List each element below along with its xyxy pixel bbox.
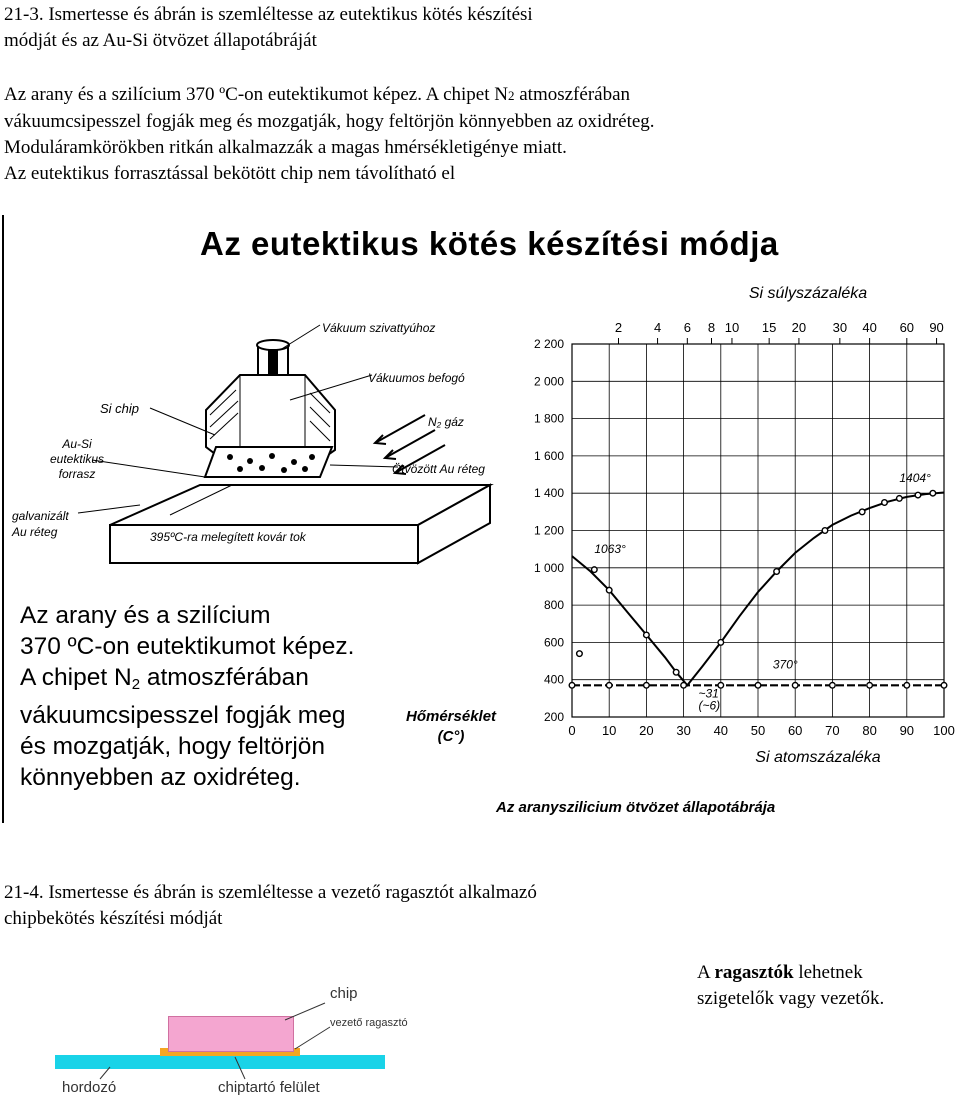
data-point [644, 682, 650, 688]
answer-paragraph [4, 82, 954, 187]
chart-grid [572, 344, 944, 717]
heading-line: 21-3. Ismertesse és ábrán is szemléltesse az eutektikus kötés készítési [4, 4, 533, 25]
x-tick-label: 70 [825, 723, 840, 738]
label-vacuum-holder: Vákuumos befogó [368, 371, 465, 385]
text-line: könnyebben az oxidréteg. [20, 764, 301, 791]
x2-tick-label: 10 [724, 320, 740, 335]
label-line: galvanizált [12, 509, 69, 523]
data-point [904, 682, 910, 688]
paragraph-line: Moduláramkörökben ritkán alkalmazzák a magas hmérsékletigénye miatt. [4, 137, 567, 158]
data-point [930, 490, 936, 496]
data-point [606, 587, 612, 593]
label-line: forrasz [58, 467, 96, 481]
chart-annotation: 1063° [594, 541, 626, 556]
chart-ticks [534, 285, 955, 766]
data-point [867, 682, 873, 688]
label-chip-surface: chiptartó felület [218, 1079, 320, 1096]
label-n2-gas: N₂ gáz [428, 415, 464, 429]
x2-tick-label: 8 [707, 320, 716, 335]
heading-line: módját és az Au-Si ötvözet állapotábráját [4, 30, 317, 51]
x2-tick-label: 60 [899, 320, 915, 335]
x-tick-label: 50 [750, 723, 766, 738]
data-point [830, 682, 836, 688]
label-heated-case: 395ºC-ra melegített kovár tok [150, 530, 306, 544]
data-point [644, 632, 650, 638]
y-tick-label: 1 000 [533, 560, 564, 575]
x2-tick-label: 2 [614, 320, 623, 335]
y-tick-label: 600 [543, 635, 564, 650]
data-point [592, 567, 598, 573]
adhesive-note [697, 960, 957, 1012]
label-galvanized-layer [12, 508, 69, 540]
si-chip [205, 447, 332, 477]
heading-line: chipbekötés készítési módját [4, 908, 223, 929]
text-run: lehetnek [793, 962, 863, 983]
x-tick-label: 30 [676, 723, 691, 738]
y-tick-label: 2 000 [533, 374, 564, 389]
label-vacuum-pump: Vákuum szivattyúhoz [322, 321, 436, 335]
data-point [897, 496, 903, 502]
paragraph-line [4, 82, 954, 109]
data-point [673, 669, 679, 675]
subscript: 2 [507, 88, 515, 103]
data-point [577, 651, 583, 657]
label-line: eutektikus [50, 452, 105, 466]
x2-tick-label: 4 [653, 320, 662, 335]
note-line: szigetelők vagy vezetők. [697, 988, 885, 1009]
text-run: Az arany és a szilícium 370 ºC-on eutektikumot képez. A chipet N [4, 84, 508, 105]
data-point [859, 509, 865, 515]
heading-line: 21-4. Ismertesse és ábrán is szemléltesse a vezető ragasztót alkalmazó [4, 882, 537, 903]
y-tick-label: 1 800 [533, 411, 564, 426]
x2-tick-label: 40 [862, 320, 877, 335]
text-line: és mozgatják, hogy feltörjön [20, 733, 326, 760]
x2-tick-label: 30 [832, 320, 848, 335]
subscript: 2 [131, 676, 141, 693]
question-21-3-heading [4, 2, 944, 54]
x-tick-label: 90 [899, 723, 915, 738]
data-point [606, 682, 612, 688]
x-tick-label: 80 [862, 723, 877, 738]
chart-annotation: 1404° [899, 471, 931, 486]
chart-annotation: 370° [772, 657, 798, 672]
text-line: 370 ºC-on eutektikumot képez. [20, 633, 355, 660]
x-tick-label: 0 [568, 723, 576, 738]
text-run: A [697, 962, 715, 983]
y-tick-label: 2 200 [533, 337, 564, 351]
label-adhesive: vezető ragasztó [330, 1017, 408, 1029]
chart-annotations [594, 471, 931, 713]
y-tick-label: 1 400 [533, 486, 564, 501]
x-tick-label: 10 [601, 723, 617, 738]
label-ausi-solder [50, 437, 104, 482]
chart-annotation: ~31 [698, 686, 719, 701]
paragraph-line: vákuumcsipesszel fogják meg és mozgatják, hogy feltörjön könnyebben az oxidréteg. [4, 111, 655, 132]
y-tick-label: 800 [543, 598, 564, 613]
figure-left-text [20, 600, 420, 793]
bold-text: ragasztók [714, 962, 794, 983]
text-line: vákuumcsipesszel fogják meg [20, 702, 346, 729]
text-line [20, 662, 420, 700]
text-run: A chipet N [20, 664, 132, 691]
chart-annotation: (~6) [698, 698, 721, 713]
figure-title: Az eutektikus kötés készítési módja [200, 225, 779, 262]
x2-axis-title: Si súlyszázaléka [748, 285, 868, 302]
x-tick-label: 40 [713, 723, 729, 738]
data-point [718, 640, 724, 646]
label-substrate: hordozó [62, 1079, 117, 1096]
label-line: Au-Si [62, 437, 92, 451]
data-point [915, 492, 921, 498]
data-point [792, 682, 798, 688]
text-run: atmoszférában [140, 664, 309, 691]
x-tick-label: 20 [639, 723, 654, 738]
data-point [755, 682, 761, 688]
label-line: Au réteg [12, 525, 58, 539]
adhesive-bonding-diagram [0, 975, 690, 1110]
data-point [681, 682, 687, 688]
data-point [774, 569, 780, 575]
phase-diagram-title: Az aranyszilicium ötvözet állapotábrája [496, 799, 776, 816]
x2-tick-label: 20 [791, 320, 807, 335]
phase-diagram-chart [520, 262, 960, 802]
text-run: atmoszférában [514, 84, 631, 105]
label-chip: chip [330, 985, 358, 1002]
label-si-chip: Si chip [100, 401, 140, 416]
text-line: Az arany és a szilícium [20, 602, 271, 629]
data-point [569, 682, 575, 688]
label-alloy-layer: Ötvözött Au réteg [392, 462, 485, 476]
y-tick-label: 400 [543, 672, 564, 687]
paragraph-line: Az eutektikus forrasztással bekötött chip nem távolítható el [4, 163, 456, 184]
x-axis-title: Si atomszázaléka [755, 749, 881, 766]
x2-tick-label: 15 [761, 320, 777, 335]
data-point [822, 528, 828, 534]
y-tick-label: 1 600 [533, 448, 564, 463]
y-tick-label: 200 [543, 710, 564, 724]
label-line: (C°) [437, 728, 465, 745]
note-line [697, 960, 957, 986]
y-tick-label: 1 200 [533, 523, 564, 538]
pipe-top [257, 340, 289, 350]
label-line: Hőmérséklet [406, 708, 497, 725]
question-21-4-heading [4, 880, 804, 932]
x-tick-label: 100 [933, 723, 955, 738]
x-tick-label: 60 [787, 723, 803, 738]
data-point [941, 682, 947, 688]
x2-tick-label: 90 [929, 320, 944, 335]
x2-tick-label: 6 [683, 320, 691, 335]
data-point [882, 500, 888, 506]
